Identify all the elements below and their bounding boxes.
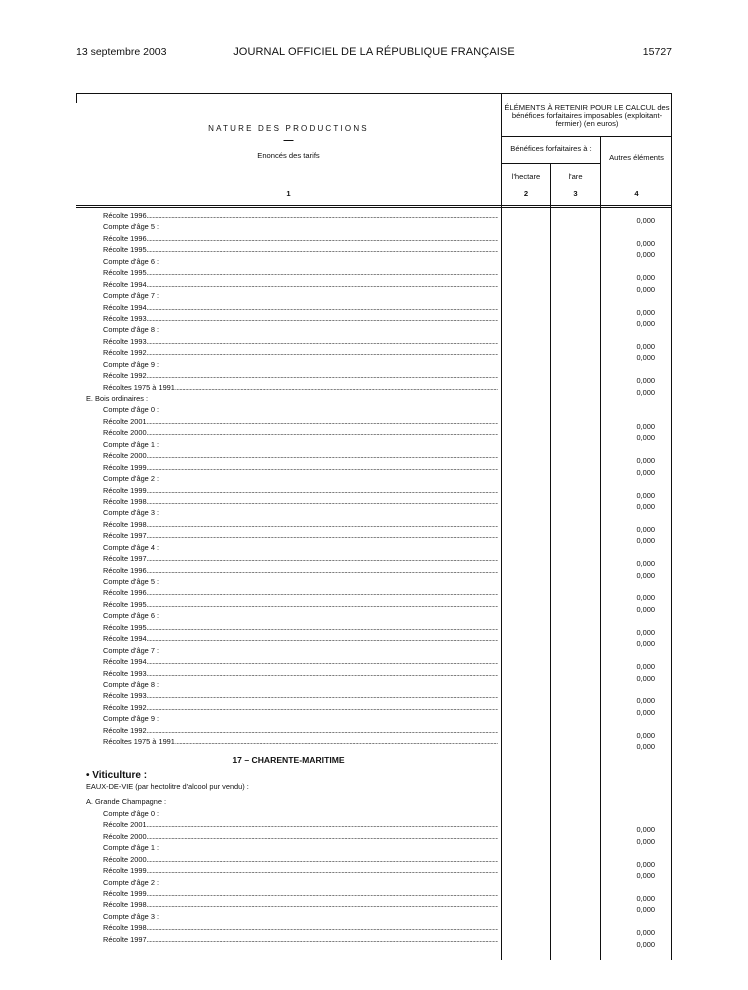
table-row	[76, 645, 672, 656]
header-autres: Autres éléments	[609, 153, 664, 162]
row-label: Récolte 1999 .....	[103, 485, 498, 496]
header-elements: ÉLÉMENTS À RETENIR POUR LE CALCUL des bénéfices forfaitaires imposables (exploitant-fermier) (en euros)	[504, 103, 670, 129]
table-row	[76, 702, 672, 717]
row-label: Récolte 2000 .....	[103, 854, 498, 865]
table-row	[76, 404, 672, 415]
row-value-autres: 0,000	[636, 836, 655, 846]
table-row	[76, 633, 672, 649]
row-label: Récolte 1998 .....	[103, 899, 498, 910]
table-row	[76, 668, 672, 683]
col-number-2: 2	[523, 189, 529, 198]
row-label: Récolte 1996 .....	[103, 587, 498, 598]
row-value-autres: 0,000	[636, 353, 655, 363]
eaux-de-vie-heading	[76, 781, 672, 792]
row-label: Compte d'âge 3 :	[103, 911, 160, 921]
table-row	[76, 725, 672, 740]
table-row	[76, 679, 672, 690]
row-label: E. Bois ordinaires :	[86, 394, 149, 403]
table-row	[76, 313, 672, 328]
grande-champagne-heading	[76, 796, 672, 807]
row-value-autres: 0,000	[636, 639, 655, 649]
table-row	[76, 888, 672, 903]
benefices-under-line	[501, 163, 600, 164]
row-value-autres: 0,000	[636, 284, 655, 294]
table-row	[76, 359, 672, 370]
row-label: Récolte 1999 .....	[103, 462, 498, 473]
row-label: Récolte 1997 .....	[103, 934, 498, 945]
table-body	[76, 210, 672, 949]
row-label: Compte d'âge 5 :	[103, 222, 160, 232]
table-row	[76, 221, 672, 232]
header-hectare: l'hectare	[511, 172, 541, 181]
table-row	[76, 279, 672, 294]
row-value-autres: 0,000	[636, 501, 655, 511]
row-label: Récolte 1998 .....	[103, 922, 498, 933]
table-row	[76, 819, 672, 835]
row-label: Compte d'âge 1 :	[103, 439, 160, 449]
row-label: Compte d'âge 1 :	[103, 843, 160, 853]
table-row	[76, 587, 672, 603]
table-row	[76, 576, 672, 587]
table-row	[76, 347, 672, 363]
table-row	[76, 382, 672, 397]
row-label: Récolte 2000 .....	[103, 427, 498, 438]
table-row	[76, 865, 672, 881]
row-label: Récolte 1992 .....	[103, 347, 498, 358]
row-value-autres: 0,000	[636, 307, 655, 317]
row-value-autres: 0,000	[636, 730, 655, 740]
row-value-autres: 0,000	[636, 273, 655, 283]
row-label: Récolte 1993 .....	[103, 336, 498, 347]
row-label: Récolte 1993 .....	[103, 313, 498, 324]
row-label: Récolte 1995 .....	[103, 599, 498, 610]
row-label: Récolte 1998 .....	[103, 496, 498, 507]
row-label: Récolte 2001 .....	[103, 819, 498, 830]
table-row	[76, 267, 672, 283]
row-label: Récolte 1999 .....	[103, 888, 498, 899]
rows-top	[76, 210, 672, 752]
row-value-autres: 0,000	[636, 871, 655, 881]
row-value-autres: 0,000	[636, 387, 655, 397]
table-row	[76, 565, 672, 580]
row-label: Récolte 1994 .....	[103, 656, 498, 667]
row-value-autres: 0,000	[636, 707, 655, 717]
table-row	[76, 553, 672, 569]
row-label: Récolte 1995 .....	[103, 267, 498, 278]
row-label: Récolte 1996 .....	[103, 210, 498, 221]
table-row	[76, 485, 672, 500]
row-label: Compte d'âge 9 :	[103, 714, 160, 724]
row-label: Récolte 1996 .....	[103, 565, 498, 576]
table-row	[76, 370, 672, 386]
row-label: Récolte 2001 .....	[103, 416, 498, 427]
table-left-stub	[76, 93, 77, 103]
header-benefices: Bénéfices forfaitaires à :	[510, 144, 592, 153]
table-row	[76, 854, 672, 869]
table-row	[76, 610, 672, 621]
table-row	[76, 713, 672, 724]
table-row	[76, 736, 672, 752]
row-value-autres: 0,000	[636, 536, 655, 546]
table-row	[76, 808, 672, 819]
table-row	[76, 336, 672, 351]
row-label: Récolte 1996 .....	[103, 233, 498, 244]
table-row	[76, 416, 672, 431]
row-label: Récolte 1992 .....	[103, 702, 498, 713]
rows-bottom	[76, 808, 672, 949]
table-row	[76, 462, 672, 477]
row-value-autres: 0,000	[636, 216, 655, 225]
row-label: Récolte 1995 .....	[103, 622, 498, 633]
row-value-autres: 0,000	[636, 341, 655, 351]
header-nature: NATURE DES PRODUCTIONS	[208, 124, 369, 133]
table-row	[76, 507, 672, 518]
table-row	[76, 542, 672, 553]
row-value-autres: 0,000	[636, 742, 655, 752]
row-label: Récolte 1993 .....	[103, 668, 498, 679]
page-number: 15727	[642, 46, 672, 58]
table-row	[76, 530, 672, 546]
table-row	[76, 302, 672, 317]
row-value-autres: 0,000	[636, 604, 655, 614]
col-number-3: 3	[573, 189, 578, 198]
row-value-autres: 0,000	[636, 421, 655, 431]
section-heading	[76, 748, 672, 770]
col-number-1: 1	[286, 189, 291, 198]
row-label: Récolte 1995 .....	[103, 244, 498, 255]
row-label: Récolte 2000 .....	[103, 831, 498, 842]
row-value-autres: 0,000	[636, 662, 655, 672]
table-row	[76, 877, 672, 888]
row-value-autres: 0,000	[636, 939, 655, 949]
row-label: Compte d'âge 9 :	[103, 359, 160, 369]
table-row	[76, 439, 672, 450]
row-value-autres: 0,000	[636, 593, 655, 603]
eaux-de-vie-label: EAUX-DE-VIE (par hectolitre d'alcool pur vendu) :	[86, 782, 249, 791]
row-label: Récolte 1994 .....	[103, 633, 498, 644]
section-title: 17 – CHARENTE-MARITIME	[232, 754, 345, 765]
row-value-autres: 0,000	[636, 318, 655, 328]
row-label: Compte d'âge 6 :	[103, 256, 160, 266]
tariff-table	[76, 93, 672, 960]
row-label: Compte d'âge 0 :	[103, 808, 160, 818]
table-row	[76, 519, 672, 534]
row-label: Récoltes 1975 à 1991 .....	[103, 736, 498, 747]
row-label: Récolte 1992 .....	[103, 725, 498, 736]
row-label: Récolte 1994 .....	[103, 302, 498, 313]
table-row	[76, 911, 672, 922]
row-value-autres: 0,000	[636, 524, 655, 534]
table-top-border	[76, 93, 672, 94]
row-label: Récolte 1998 .....	[103, 519, 498, 530]
table-row	[76, 290, 672, 301]
table-row	[76, 244, 672, 260]
table-row	[76, 922, 672, 938]
table-row	[76, 831, 672, 846]
row-value-autres: 0,000	[636, 250, 655, 260]
row-label: Récolte 1999 .....	[103, 865, 498, 876]
table-row	[76, 656, 672, 672]
row-value-autres: 0,000	[636, 859, 655, 869]
table-row	[76, 934, 672, 949]
table-row	[76, 210, 672, 225]
row-value-autres: 0,000	[636, 467, 655, 477]
row-value-autres: 0,000	[636, 559, 655, 569]
row-label: Récolte 1992 .....	[103, 370, 498, 381]
table-row	[76, 622, 672, 637]
elements-under-line	[501, 136, 672, 137]
row-value-autres: 0,000	[636, 376, 655, 386]
header-bottom-border	[76, 205, 672, 206]
header-enonces: Enoncés des tarifs	[257, 151, 320, 160]
row-label: Compte d'âge 7 :	[103, 645, 160, 655]
grande-champagne-label: A. Grande Champagne :	[86, 797, 167, 807]
table-row	[76, 599, 672, 614]
col-number-4: 4	[634, 189, 639, 198]
row-label: Compte d'âge 6 :	[103, 611, 160, 621]
header-date: 13 septembre 2003	[76, 46, 167, 58]
row-value-autres: 0,000	[636, 825, 655, 835]
journal-title: JOURNAL OFFICIEL DE LA RÉPUBLIQUE FRANÇAISE	[233, 46, 515, 58]
row-label: Compte d'âge 8 :	[103, 325, 160, 335]
row-label: Récolte 2000 .....	[103, 450, 498, 461]
table-row	[76, 473, 672, 484]
row-label: Compte d'âge 4 :	[103, 542, 160, 552]
table-row	[76, 324, 672, 335]
row-label: Récolte 1997 .....	[103, 553, 498, 564]
row-label: Récolte 1997 .....	[103, 530, 498, 541]
header-bottom-border-double	[76, 207, 672, 208]
row-value-autres: 0,000	[636, 893, 655, 903]
table-row	[76, 899, 672, 915]
header-dash: —	[283, 135, 294, 146]
row-value-autres: 0,000	[636, 570, 655, 580]
row-label: Compte d'âge 5 :	[103, 577, 160, 586]
row-value-autres: 0,000	[636, 673, 655, 683]
table-row	[76, 496, 672, 511]
row-label: Récolte 1994 .....	[103, 279, 498, 290]
row-value-autres: 0,000	[636, 433, 655, 443]
row-value-autres: 0,000	[636, 696, 655, 706]
table-row	[76, 393, 672, 404]
row-label: Compte d'âge 0 :	[103, 405, 160, 415]
row-value-autres: 0,000	[636, 490, 655, 500]
row-value-autres: 0,000	[636, 905, 655, 915]
viticulture-label: • Viticulture :	[86, 769, 148, 781]
row-value-autres: 0,000	[636, 627, 655, 637]
row-label: Compte d'âge 2 :	[103, 474, 160, 484]
header-are: l'are	[568, 172, 583, 181]
row-value-autres: 0,000	[636, 456, 655, 466]
row-label: Compte d'âge 3 :	[103, 508, 160, 518]
row-label: Récoltes 1975 à 1991 .....	[103, 382, 498, 393]
table-row	[76, 233, 672, 248]
row-label: Récolte 1993 .....	[103, 690, 498, 701]
table-row	[76, 256, 672, 267]
viticulture-heading	[76, 770, 672, 781]
row-label: Compte d'âge 2 :	[103, 877, 160, 887]
row-label: Compte d'âge 8 :	[103, 679, 160, 689]
row-value-autres: 0,000	[636, 928, 655, 938]
row-value-autres: 0,000	[636, 238, 655, 248]
table-row	[76, 842, 672, 853]
table-row	[76, 450, 672, 466]
row-label: Compte d'âge 7 :	[103, 291, 160, 301]
table-row	[76, 427, 672, 443]
table-row	[76, 690, 672, 706]
